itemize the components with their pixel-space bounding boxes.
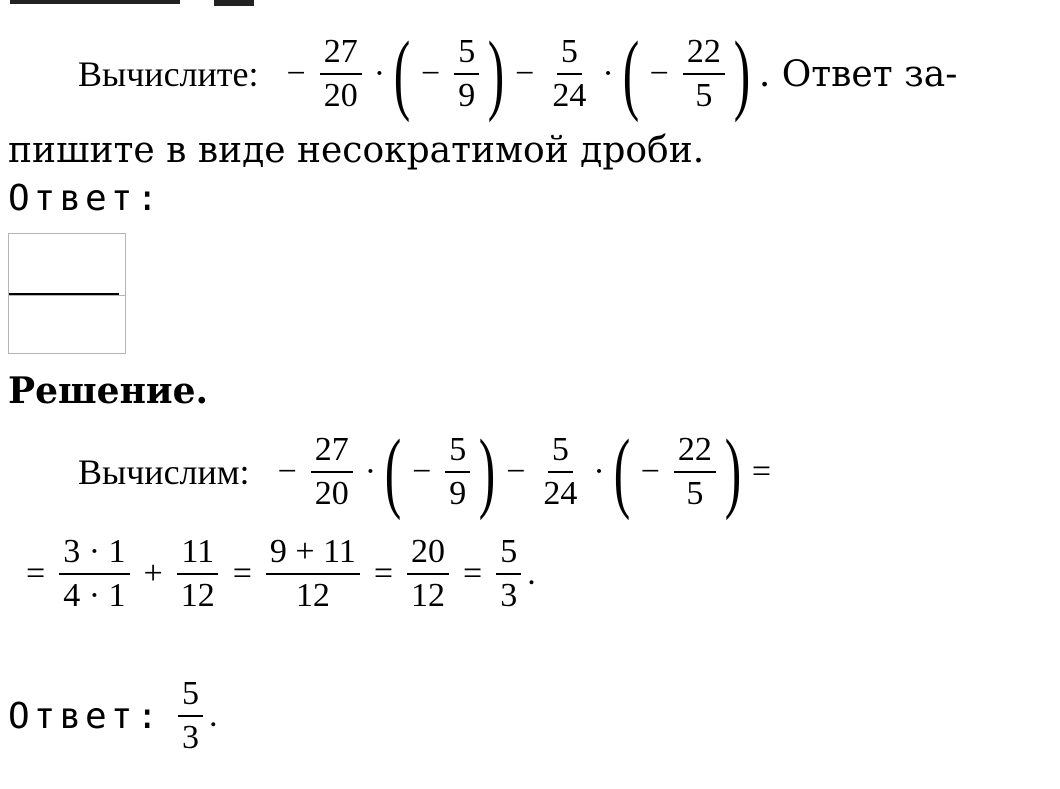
denominator: 12 (180, 577, 215, 614)
numerator: 5 (557, 35, 582, 75)
fraction-27-20 (320, 35, 362, 113)
denominator: 4 · 1 (63, 577, 126, 614)
denominator: 24 (552, 77, 587, 114)
left-paren: ( (613, 422, 630, 521)
fraction-answer-input[interactable] (8, 233, 126, 354)
task-line-2: пишите в виде несократимой дроби. (8, 129, 705, 171)
numerator: 9 + 11 (266, 535, 360, 575)
denominator: 5 (695, 77, 713, 114)
fraction-5-9 (445, 433, 470, 511)
solution-heading: Решение. (8, 370, 209, 412)
task-expression (279, 24, 753, 123)
denominator: 12 (295, 577, 330, 614)
cut-text-fragment (10, 0, 180, 4)
minus-sign: − (640, 453, 660, 490)
numerator: 20 (407, 535, 449, 575)
denominator: 9 (449, 475, 467, 512)
solution-calc-label: Вычислим: (78, 452, 250, 492)
final-answer-label: Ответ: (8, 695, 163, 737)
minus-sign: − (412, 453, 432, 490)
numerator: 3 · 1 (59, 535, 129, 575)
right-paren: ) (487, 24, 505, 123)
minus-sign: − (515, 55, 535, 92)
final-answer-line (8, 670, 226, 762)
minus-sign: − (277, 453, 297, 490)
plus-sign: + (143, 555, 163, 592)
minus-sign: − (649, 55, 669, 92)
input-divider (9, 295, 125, 296)
numerator: 5 (178, 677, 203, 717)
task-continuation: . Ответ за- (758, 53, 958, 95)
fraction-22-5 (674, 433, 716, 511)
fraction-5-24 (548, 35, 590, 113)
multiply-dot: · (593, 453, 605, 490)
solution-line-1 (78, 420, 779, 524)
denominator: 20 (323, 77, 358, 114)
left-paren: ( (384, 422, 402, 521)
numerator: 5 (445, 433, 470, 473)
minus-sign: − (286, 55, 306, 92)
right-paren: ) (733, 24, 751, 123)
multiply-dot: · (602, 55, 614, 92)
numerator: 11 (177, 535, 218, 575)
fraction-step-c (266, 535, 360, 613)
fraction-step-e (496, 535, 521, 613)
numerator: 22 (683, 35, 725, 75)
minus-sign: − (506, 453, 526, 490)
numerator: 22 (674, 433, 716, 473)
cut-text-fragment (214, 0, 254, 6)
fraction-5-24 (539, 433, 581, 511)
fraction-step-d (407, 535, 449, 613)
solution-expression (270, 422, 780, 521)
multiply-dot: · (373, 55, 386, 92)
left-paren: ( (393, 24, 411, 123)
previous-content-sliver (0, 0, 1060, 8)
task-line-1 (78, 22, 957, 126)
equals-sign: = (232, 555, 252, 592)
fraction-5-9 (454, 35, 479, 113)
fraction-27-20 (311, 433, 353, 511)
minus-sign: − (421, 55, 441, 92)
numerator: 5 (548, 433, 573, 473)
denominator: 12 (411, 577, 445, 614)
right-paren: ) (724, 422, 742, 521)
numerator: 27 (320, 35, 362, 75)
denominator: 3 (500, 577, 518, 614)
period: . (527, 555, 536, 592)
fraction-22-5 (683, 35, 725, 113)
equals-sign: = (373, 555, 393, 592)
fraction-step-b (177, 535, 219, 613)
numerator: 5 (496, 535, 521, 575)
right-paren: ) (478, 422, 496, 521)
equals-sign: = (26, 555, 46, 592)
multiply-dot: · (364, 453, 377, 490)
denominator: 5 (686, 475, 704, 512)
fraction-final (178, 677, 203, 755)
left-paren: ( (622, 24, 639, 123)
denominator: 3 (182, 719, 200, 756)
answer-label: Ответ: (8, 177, 163, 219)
equals-sign: = (751, 453, 772, 490)
task-prompt-label: Вычислите: (78, 54, 259, 94)
equals-sign: = (463, 555, 483, 592)
denominator: 24 (543, 475, 578, 512)
denominator: 9 (458, 77, 476, 114)
numerator: 27 (311, 433, 353, 473)
final-answer-expression (172, 677, 226, 755)
denominator: 20 (314, 475, 349, 512)
fraction-step-a (59, 535, 129, 613)
solution-line-2 (18, 528, 544, 620)
period: . (209, 697, 218, 734)
numerator: 5 (454, 35, 479, 75)
